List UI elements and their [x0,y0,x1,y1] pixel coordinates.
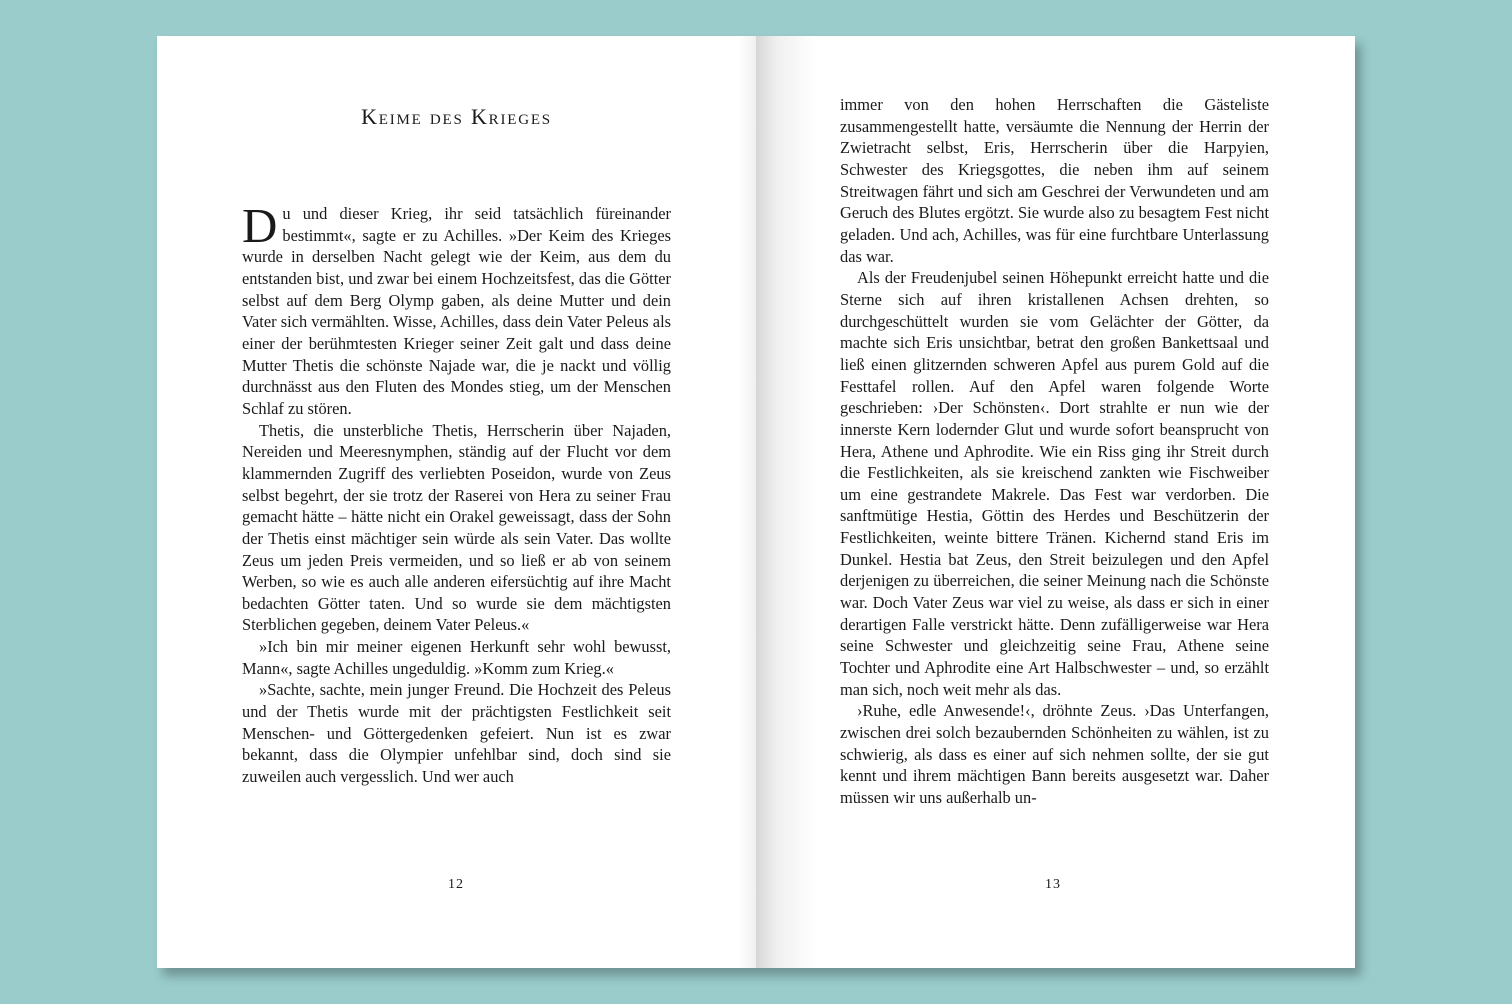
paragraph: »Sachte, sachte, mein junger Freund. Die Hochzeit des Peleus und der Thetis wurde mit der prächtigsten Festlichkeit seit Menschen- und Göttergedenken gefeiert. Nun ist es zwar bekannt, dass die Olympier unfehlbar sind, doch sind sie zuweilen auch vergesslich. Und wer auch [242,680,671,787]
paragraph: Thetis, die unsterbliche Thetis, Herrscherin über Najaden, Nereiden und Meeresnymphen, ständig auf der Flucht vor dem klammernden Zugriff des verliebten Poseidon, wurde von Zeus selbst begehrt, der sie trotz der Raserei von Hera zu seiner Frau gemacht hätte – hätte nicht ein Orakel geweissagt, dass der Sohn der Thetis einst mächtiger sein würde als sein Vater. Das wollte Zeus um jeden Preis vermeiden, und so ließ er ab von seinem Werben, so wie es auch alle anderen eifersüchtig auf ihre Macht bedachten Götter taten. Und so wurde sie dem mächtigsten Sterblichen gegeben, deinem Vater Peleus.« [242,420,671,635]
paragraph-text: u und dieser Krieg, ihr seid tatsächlich füreinander bestimmt«, sagte er zu Achilles. »Der Keim des Krieges wurde in derselben Nacht gelegt wie der Keim, aus dem du entstanden bist, und zwar bei einem Hochzeitsfest, das die Götter selbst auf dem Berg Olymp gaben, als deine Mutter und dein Vater sich vermählten. Wisse, Achilles, dass dein Vater Peleus als einer der berühmtesten Krieger seiner Zeit galt und dass deine Mutter Thetis die schönste Najade war, die je nackt und völlig durchnässt aus den Fluten des Mondes stieg, um der Menschen Schlaf zu stören. [242,204,671,418]
right-gutter-shadow [756,36,816,968]
left-page-text [242,198,671,788]
left-gutter-shadow [738,36,756,968]
page-number: 12 [448,877,464,892]
paragraph: ›Ruhe, edle Anwesende!‹, dröhnte Zeus. ›Das Unterfangen, zwischen drei solch bezaubernden Schönheiten zu wählen, ist zu schwierig, als dass es einer auf sich nehmen sollte, der sie gut kennt und ihrem mächtigen Bann bereits ausgesetzt war. Daher müssen wir uns außerhalb un- [840,701,1269,807]
right-page-text [840,94,1269,809]
drop-cap: D [242,198,278,253]
paragraph: Als der Freudenjubel seinen Höhepunkt erreicht hatte und die Sterne sich auf ihren kristallenen Achsen drehten, so durchgeschüttelt wurden sie vom Gelächter der Götter, da machte sich Eris unsichtbar, betrat den großen Bankettsaal und ließ einen glitzernden schweren Apfel aus purem Gold auf die Festtafel rollen. Auf den Apfel waren folgende Worte geschrieben: ›Der Schönsten‹. Dort strahlte er nun wie der innerste Kern lodernder Glut und wurde sofort beansprucht von Hera, Athene und Aphrodite. Wie ein Riss ging ihr Streit durch die Festlichkeiten, als sie kreischend zankten wie Fischweiber um eine gestrandete Makrele. Das Fest war verdorben. Die sanftmütige Hestia, Göttin des Herdes und Beschützerin der Festlichkeiten, weinte bittere Tränen. Kichernd stand Eris im Dunkel. Hestia bat Zeus, den Streit beizulegen und den Apfel derjenigen zu überreichen, die seiner Meinung nach die Schönste war. Doch Vater Zeus war viel zu weise, als dass er sich in einer derartigen Falle verstrickt hätte. Denn zufälligerweise war Hera seine Schwester und gleichzeitig seine Frau, Athene seine Tochter und Aphrodite eine Art Halbschwester – und, so erzählt man sich, noch weit mehr als das. [840,268,1269,699]
left-page [157,36,756,968]
paragraph: immer von den hohen Herrschaften die Gästeliste zusammengestellt hatte, versäumte die Nennung der Herrin der Zwietracht selbst, Eris, Herrscherin über die Harpyien, Schwester des Kriegsgottes, die neben ihm auf seinem Streitwagen fährt und sich am Geschrei der Verwundeten und am Geruch des Blutes ergötzt. Sie wurde also zu besagtem Fest nicht geladen. Und ach, Achilles, was für eine furchtbare Unterlassung das war. [840,95,1269,266]
page-number: 13 [1045,877,1061,892]
right-page [756,36,1355,968]
paragraph: »Ich bin mir meiner eigenen Herkunft sehr wohl bewusst, Mann«, sagte Achilles ungeduldig. »Komm zum Krieg.« [242,637,671,678]
paragraph [242,198,671,420]
chapter-title: Keime des Krieges [361,104,552,129]
book-spread [157,36,1355,968]
